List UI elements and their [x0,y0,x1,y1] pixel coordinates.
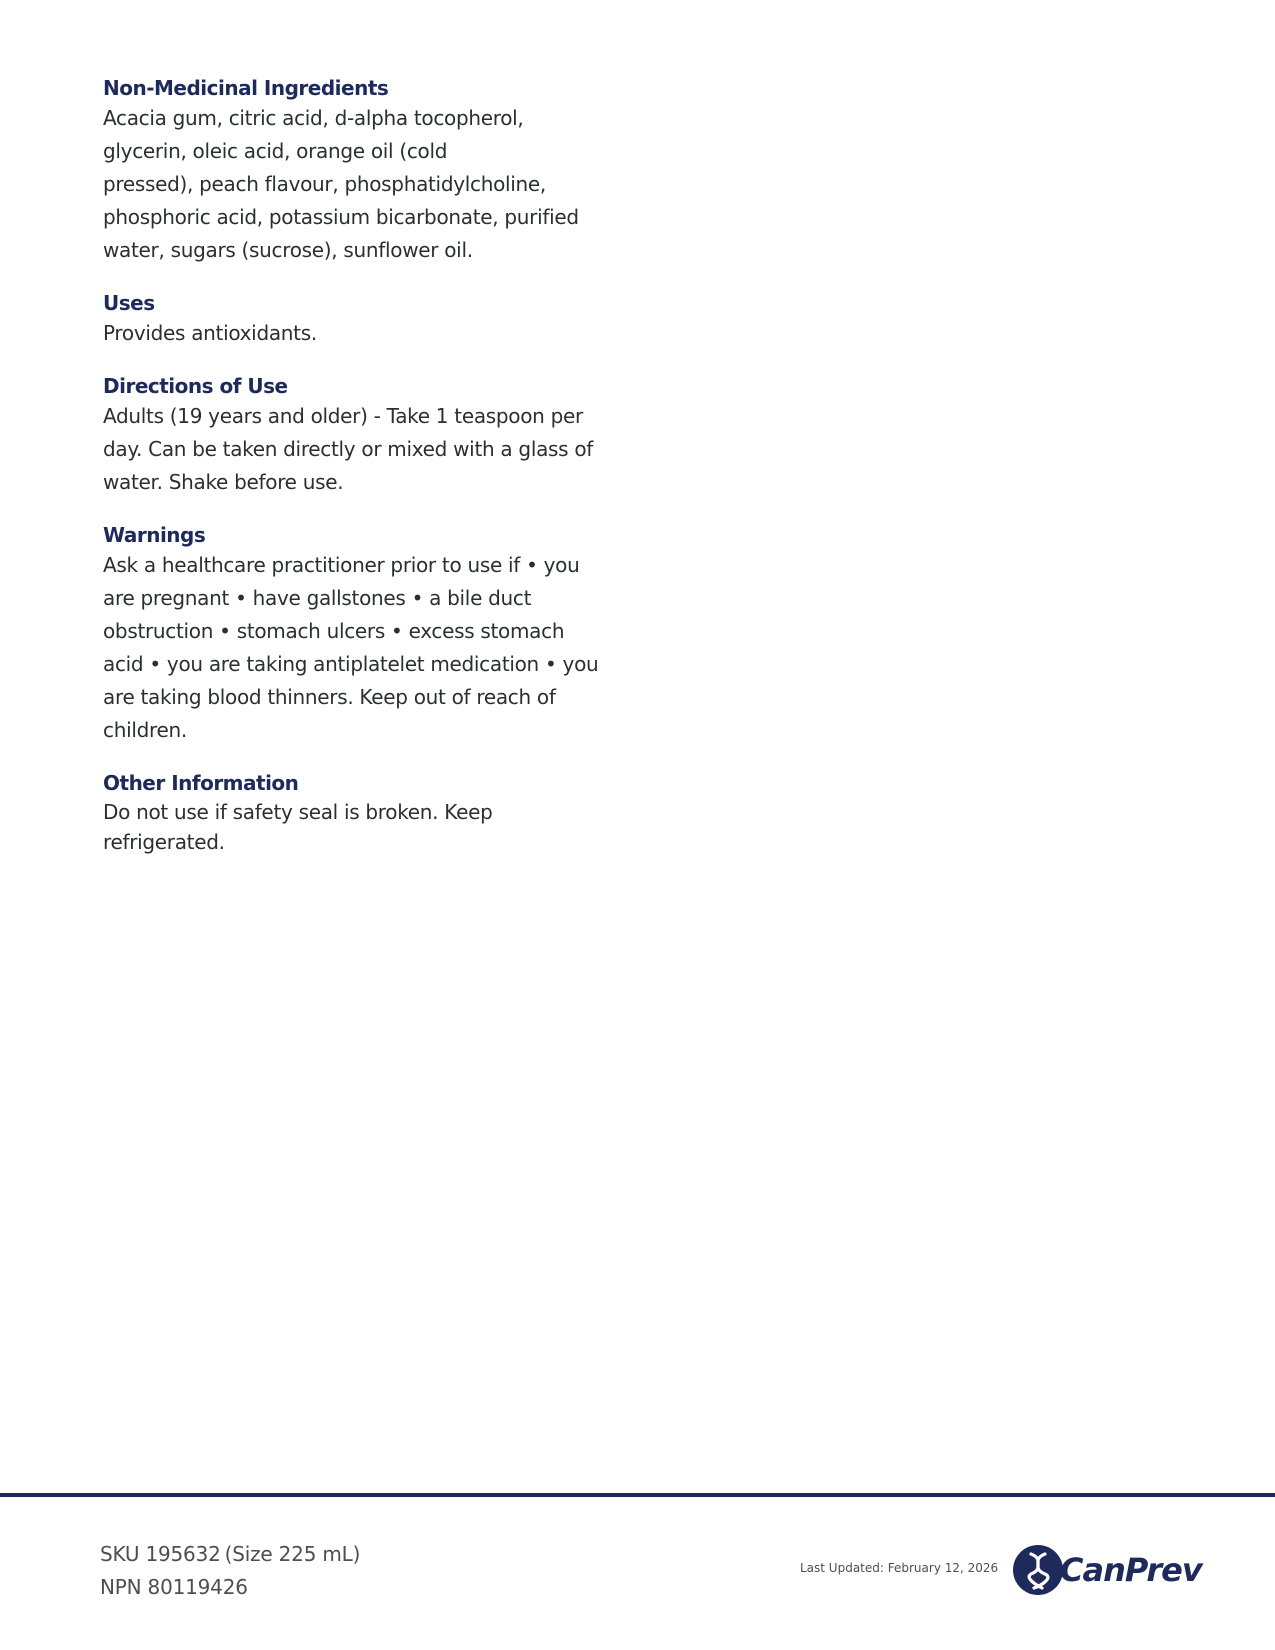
section-text: Provides antioxidants. [103,321,317,345]
last-updated-text: Last Updated: February 12, 2026 [800,1561,999,1575]
brand-name: CanPrev [1060,1551,1202,1589]
sku-line [100,1538,360,1571]
section-heading: Warnings [103,523,206,547]
dna-helix-icon [1012,1544,1064,1596]
size-text: (Size 225 mL) [224,1542,361,1566]
section-heading: Non-Medicinal Ingredients [103,76,389,100]
section-other-information [103,769,603,857]
section-warnings [103,521,603,747]
footer-divider [0,1493,1275,1497]
section-directions-of-use [103,372,603,499]
section-non-medicinal-ingredients [103,74,603,267]
product-codes [100,1538,360,1604]
section-text: Adults (19 years and older) - Take 1 teaspoon per day. Can be taken directly or mixed with a glass of water. Shake before use. [103,404,594,494]
document-body [103,74,603,879]
section-heading: Other Information [103,771,299,795]
section-text: Ask a healthcare practitioner prior to use if • you are pregnant • have gallstones • a bile duct obstruction • stomach ulcers • excess stomach acid • you are taking antiplatelet medication • you are taking blood thinners. Keep out of reach of children. [103,553,599,742]
sku-text: SKU 195632 [100,1542,221,1566]
section-heading: Uses [103,291,155,315]
brand-logo [1012,1542,1202,1598]
section-text: Acacia gum, citric acid, d-alpha tocopherol, glycerin, oleic acid, orange oil (cold pressed), peach flavour, phosphatidylcholine, phosphoric acid, potassium bicarbonate, purified water, sugars (sucrose), sunflower oil. [103,106,579,262]
npn-text: NPN 80119426 [100,1575,248,1599]
section-text: Do not use if safety seal is broken. Keep refrigerated. [103,800,493,854]
section-heading: Directions of Use [103,374,288,398]
section-uses [103,289,603,350]
